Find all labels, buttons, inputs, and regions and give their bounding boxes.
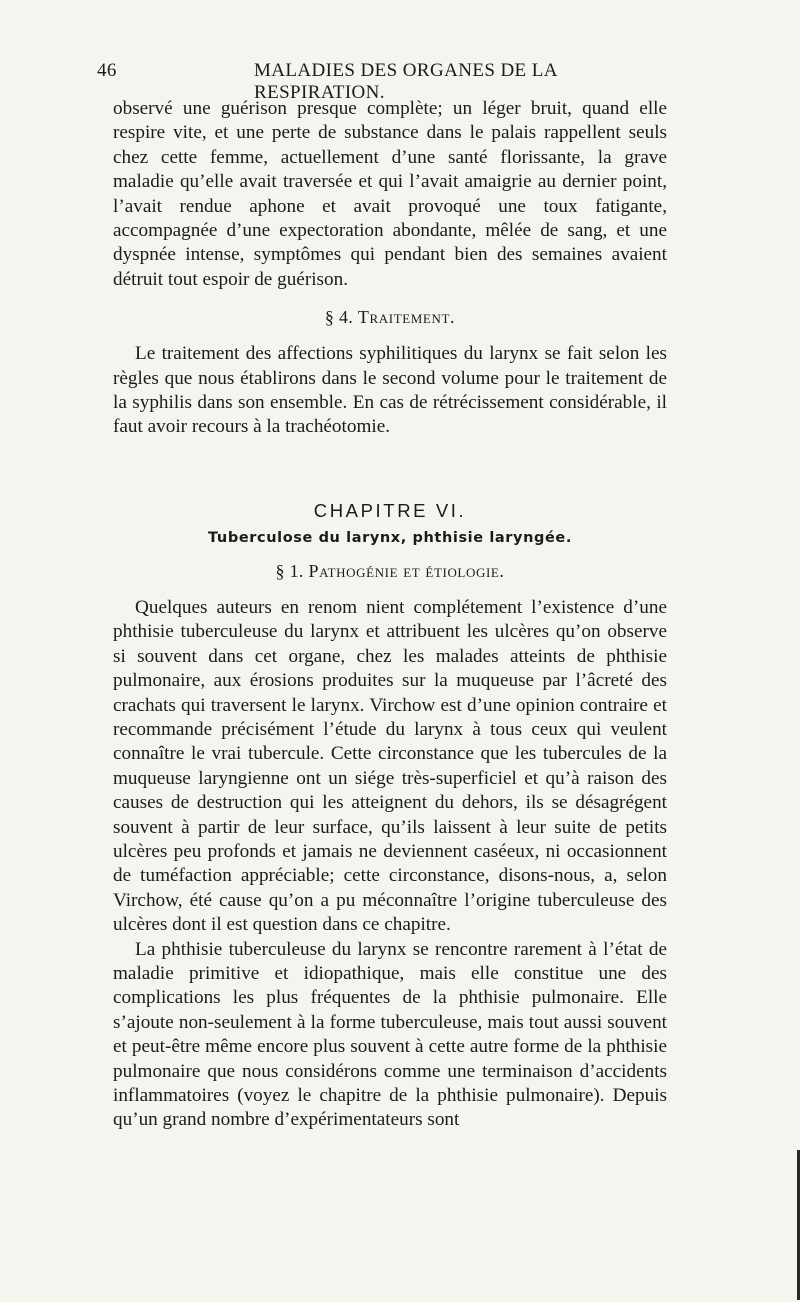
running-head-title: MALADIES DES ORGANES DE LA RESPIRATION. bbox=[254, 60, 557, 103]
paragraph-pathogenie: Quelques auteurs en renom nient complétement l’existence d’une phthisie tuberculeuse du larynx et attribuent les ulcères qu’on observe si souvent dans cet organe, chez les malades atteints de phthisie pulmonaire, aux érosions produites sur la muqueuse par l’âcreté des crachats qui traversent le larynx. Virchow est d’une opinion contraire et recommande précisément l’étude du larynx à tous ceux qui veulent connaître le vrai tubercule. Cette circonstance que les tubercules de la muqueuse laryngienne ont un siége très-superficiel et qu’à raison des causes de destruction qui les atteignent du dehors, ils se désagrégent souvent à partir de leur surface, qu’ils laissent à leur suite de petits ulcères peu profonds et jamais ne deviennent caséeux, ni occasionnent de tuméfaction appréciable; cette circonstance, disons-nous, a, selon Virchow, été cause qu’on a pu méconnaître l’origine tuberculeuse des ulcères dont il est question dans ce chapitre. bbox=[113, 596, 667, 936]
section-title: Pathogénie et étiologie. bbox=[308, 560, 505, 581]
body-text bbox=[113, 97, 667, 1133]
paragraph-phthisie: La phthisie tuberculeuse du larynx se rencontre rarement à l’état de maladie primitive et idiopathique, mais elle constitue une des complications les plus fréquentes de la phthisie pulmonaire. Elle s’ajoute non-seulement à la forme tuberculeuse, mais tout aussi souvent et peut-être même encore plus souvent à cette autre forme de la phthisie pulmonaire que nous considérons comme une terminaison d’accidents inflammatoires (voyez le chapitre de la phthisie pulmonaire). Depuis qu’un grand nombre d’expérimentateurs sont bbox=[113, 938, 667, 1131]
section-title: Traitement. bbox=[357, 307, 456, 328]
section-number: § 1. bbox=[275, 560, 304, 581]
chapter-title: CHAPITRE VI. bbox=[313, 499, 467, 521]
paragraph-continuation: observé une guérison presque complète; un léger bruit, quand elle respire vite, et une perte de substance dans le palais rappellent seuls chez cette femme, actuellement d’une santé florissante, la grave maladie qu’elle avait traversée et qui l’avait amaigrie au dernier point, l’avait rendue aphone et avait provoqué une toux fatigante, accompagnée d’une expectoration abondante, mêlée de sang, et une dyspnée intense, symptômes qui pendant bien des semaines avaient détruit tout espoir de guérison. bbox=[113, 98, 667, 290]
paragraph-traitement: Le traitement des affections syphilitiques du larynx se fait selon les règles que nous établirons dans le second volume pour le traitement de la syphilis dans son ensemble. En cas de rétrécissement considérable, il faut avoir recours à la trachéotomie. bbox=[113, 343, 667, 438]
section-heading-pathogenie bbox=[113, 561, 667, 582]
running-head bbox=[97, 60, 667, 103]
section-number: § 4. bbox=[324, 307, 354, 328]
chapter-subtitle: Tuberculose du larynx, phthisie laryngée. bbox=[208, 529, 572, 546]
section-heading-traitement bbox=[113, 307, 667, 328]
page-number: 46 bbox=[97, 60, 117, 81]
